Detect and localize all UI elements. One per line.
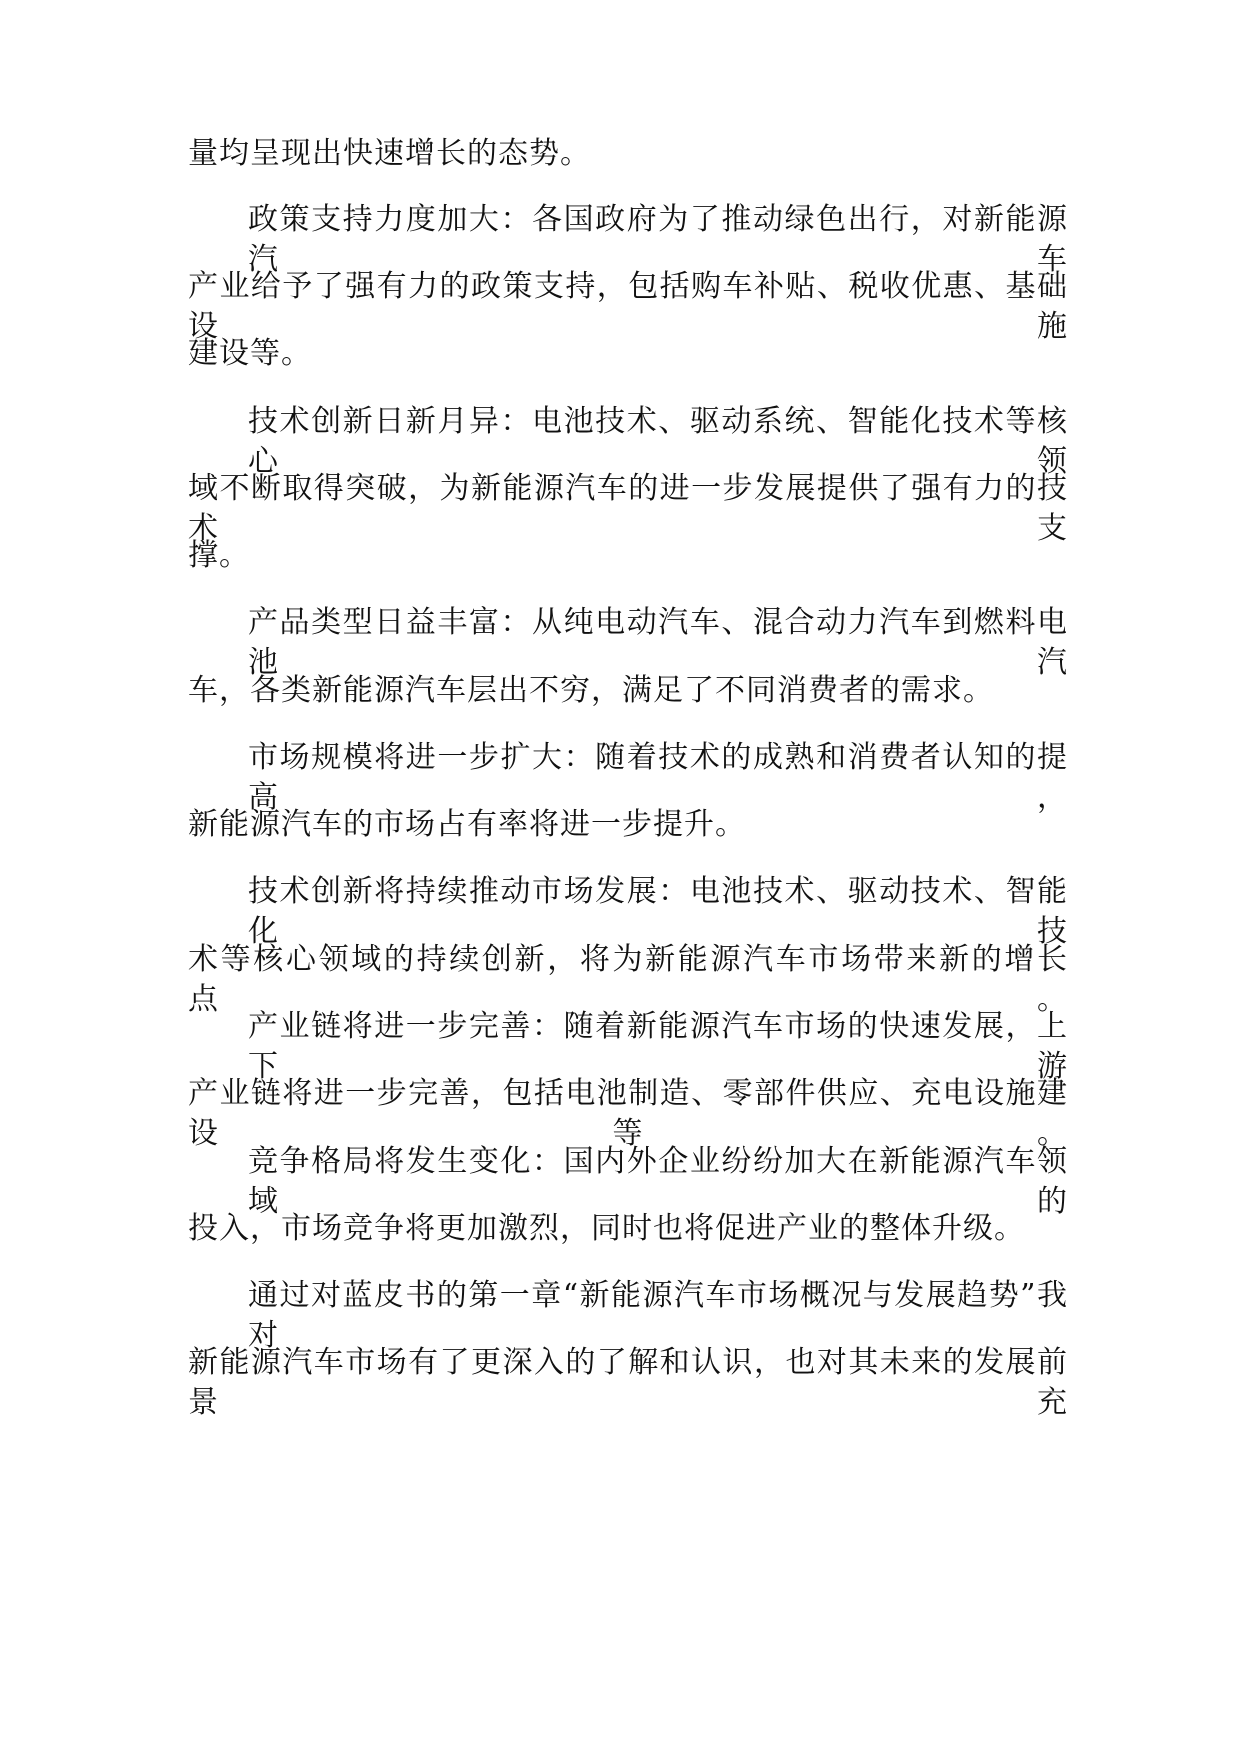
text-line: 产品类型日益丰富：从纯电动汽车、混合动力汽车到燃料电池汽 xyxy=(248,605,1068,680)
text-line: 技术创新日新月异：电池技术、驱动系统、智能化技术等核心领 xyxy=(248,404,1068,479)
text-line: 域不断取得突破，为新能源汽车的进一步发展提供了强有力的技术支 xyxy=(188,471,1068,546)
text-line: 新能源汽车市场有了更深入的了解和认识，也对其未来的发展前景充 xyxy=(188,1345,1068,1420)
text-line: 撑。 xyxy=(188,538,250,573)
text-line: 量均呈现出快速增长的态势。 xyxy=(188,136,591,171)
text-line: 竞争格局将发生变化：国内外企业纷纷加大在新能源汽车领域的 xyxy=(248,1144,1068,1219)
text-line: 市场规模将进一步扩大：随着技术的成熟和消费者认知的提高， xyxy=(248,740,1068,815)
text-line: 产业给予了强有力的政策支持，包括购车补贴、税收优惠、基础设施 xyxy=(188,269,1068,344)
text-line: 通过对蓝皮书的第一章“新能源汽车市场概况与发展趋势”我对 xyxy=(248,1278,1068,1353)
text-line: 产业链将进一步完善：随着新能源汽车市场的快速发展，上下游 xyxy=(248,1009,1068,1084)
text-line: 技术创新将持续推动市场发展：电池技术、驱动技术、智能化技 xyxy=(248,874,1068,949)
text-line: 产业链将进一步完善，包括电池制造、零部件供应、充电设施建设等。 xyxy=(188,1076,1068,1151)
text-line: 新能源汽车的市场占有率将进一步提升。 xyxy=(188,807,746,842)
text-line: 车，各类新能源汽车层出不穷，满足了不同消费者的需求。 xyxy=(188,673,994,708)
text-line: 建设等。 xyxy=(188,336,312,371)
text-line: 政策支持力度加大：各国政府为了推动绿色出行，对新能源汽车 xyxy=(248,202,1068,277)
text-line: 术等核心领域的持续创新，将为新能源汽车市场带来新的增长点。 xyxy=(188,942,1068,1017)
text-line: 投入，市场竞争将更加激烈，同时也将促进产业的整体升级。 xyxy=(188,1211,1025,1246)
